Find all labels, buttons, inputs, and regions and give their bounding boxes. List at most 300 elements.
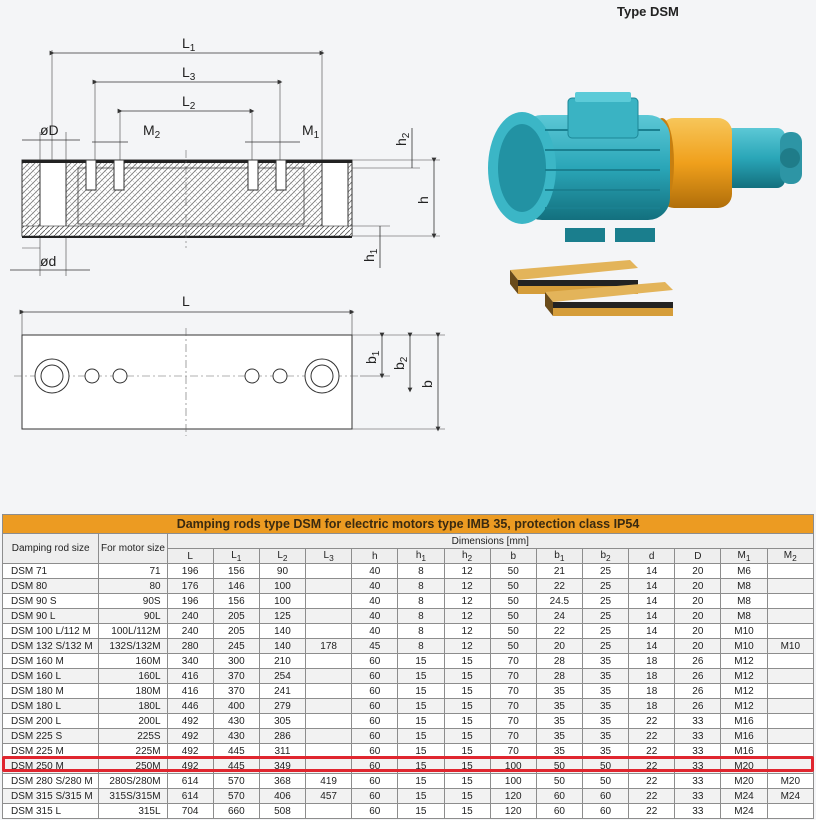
rod-size-cell: DSM 80: [3, 579, 99, 594]
header-dim: L: [167, 549, 213, 564]
dimension-cell: M12: [721, 684, 767, 699]
dimension-cell: 90: [259, 564, 305, 579]
dimension-cell: 8: [398, 639, 444, 654]
dimension-cell: 20: [675, 594, 721, 609]
dimension-cell: M16: [721, 729, 767, 744]
motor-size-cell: 90S: [99, 594, 167, 609]
dimension-cell: 492: [167, 759, 213, 774]
dimension-cell: 300: [213, 654, 259, 669]
dimension-cell: 33: [675, 729, 721, 744]
dimension-cell: 14: [629, 579, 675, 594]
dimension-cell: 15: [444, 774, 490, 789]
dimension-cell: 35: [582, 744, 628, 759]
dimension-cell: 50: [490, 639, 536, 654]
dimension-cell: 35: [536, 714, 582, 729]
dimension-cell: 33: [675, 759, 721, 774]
table-row: [3, 564, 814, 579]
dimension-cell: 14: [629, 594, 675, 609]
dimension-cell: [306, 744, 352, 759]
dimension-cell: M10: [721, 639, 767, 654]
dimension-cell: [767, 594, 813, 609]
table-row: [3, 774, 814, 789]
dimension-cell: 15: [398, 774, 444, 789]
dimension-cell: [767, 684, 813, 699]
motor-size-cell: 280S/280M: [99, 774, 167, 789]
rod-size-cell: DSM 90 S: [3, 594, 99, 609]
dimension-cell: M8: [721, 594, 767, 609]
dimension-cell: 419: [306, 774, 352, 789]
rod-size-cell: DSM 180 M: [3, 684, 99, 699]
dimension-cell: 60: [352, 714, 398, 729]
dimension-cell: 125: [259, 609, 305, 624]
dimension-cell: [306, 564, 352, 579]
dimension-cell: 311: [259, 744, 305, 759]
dimension-cell: M20: [767, 774, 813, 789]
dimension-cell: 14: [629, 609, 675, 624]
dimension-cell: 35: [536, 699, 582, 714]
dimension-cell: 368: [259, 774, 305, 789]
dimension-cell: 370: [213, 669, 259, 684]
dimension-cell: M6: [721, 564, 767, 579]
dimension-cell: [306, 609, 352, 624]
dimension-cell: 20: [675, 579, 721, 594]
dimension-cell: 26: [675, 684, 721, 699]
dimension-cell: 60: [352, 729, 398, 744]
dimension-cell: 33: [675, 744, 721, 759]
dimension-cell: [306, 579, 352, 594]
dimension-cell: 196: [167, 594, 213, 609]
rod-size-cell: DSM 225 S: [3, 729, 99, 744]
dimension-cell: [306, 759, 352, 774]
table-row: [3, 744, 814, 759]
dimension-cell: [767, 564, 813, 579]
rod-size-cell: DSM 71: [3, 564, 99, 579]
dimension-cell: 100: [490, 774, 536, 789]
header-dim: $h_2$: [444, 549, 490, 564]
dimension-cell: 8: [398, 609, 444, 624]
dimension-cell: 210: [259, 654, 305, 669]
dimension-cell: 340: [167, 654, 213, 669]
dimension-cell: M16: [721, 744, 767, 759]
dimension-cell: 205: [213, 624, 259, 639]
dimension-cell: 70: [490, 744, 536, 759]
dimension-cell: 12: [444, 609, 490, 624]
dim-h1: $h_1$: [361, 248, 380, 262]
dimension-cell: 60: [352, 684, 398, 699]
header-dimensions: Dimensions [mm]: [167, 534, 813, 549]
dimension-cell: [306, 669, 352, 684]
plan-view: [14, 310, 445, 436]
motor-size-cell: 180M: [99, 684, 167, 699]
motor-illustration: [488, 92, 802, 316]
dimension-cell: 18: [629, 654, 675, 669]
dimension-cell: 20: [536, 639, 582, 654]
dimension-cell: 156: [213, 564, 259, 579]
table-row: [3, 609, 814, 624]
dimension-cell: 15: [444, 804, 490, 819]
dim-M1: $M_1$: [302, 122, 320, 141]
dimension-cell: 15: [444, 684, 490, 699]
rod-size-cell: DSM 100 L/112 M: [3, 624, 99, 639]
dimension-cell: 12: [444, 579, 490, 594]
table-row: [3, 789, 814, 804]
dimension-cell: 12: [444, 564, 490, 579]
dimension-cell: [306, 654, 352, 669]
dimension-cell: 26: [675, 699, 721, 714]
dimension-cell: 15: [398, 744, 444, 759]
header-dim: d: [629, 549, 675, 564]
dimension-cell: 20: [675, 609, 721, 624]
dimension-cell: [767, 669, 813, 684]
dim-h2: $h_2$: [393, 132, 412, 146]
dimension-cell: 25: [582, 639, 628, 654]
rod-size-cell: DSM 200 L: [3, 714, 99, 729]
dimension-cell: 430: [213, 714, 259, 729]
motor-size-cell: 180L: [99, 699, 167, 714]
dimension-cell: 240: [167, 609, 213, 624]
dimension-cell: 8: [398, 594, 444, 609]
section-view: [10, 50, 440, 276]
dimension-cell: 70: [490, 714, 536, 729]
header-dim: $L_1$: [213, 549, 259, 564]
dimension-cell: 305: [259, 714, 305, 729]
header-dim: $M_2$: [767, 549, 813, 564]
dimension-cell: 430: [213, 729, 259, 744]
dimension-cell: 22: [536, 624, 582, 639]
dimension-cell: 15: [444, 699, 490, 714]
dimension-cell: 22: [536, 579, 582, 594]
motor-size-cell: 200L: [99, 714, 167, 729]
rod-size-cell: DSM 315 L: [3, 804, 99, 819]
dimension-cell: 100: [259, 594, 305, 609]
table-row: [3, 639, 814, 654]
dimension-cell: 178: [306, 639, 352, 654]
dimension-cell: 492: [167, 729, 213, 744]
dimension-cell: 15: [398, 804, 444, 819]
dimension-cell: 25: [582, 579, 628, 594]
dim-b: b: [419, 380, 435, 388]
dimension-cell: 26: [675, 669, 721, 684]
dimension-cell: 446: [167, 699, 213, 714]
rod-size-cell: DSM 315 S/315 M: [3, 789, 99, 804]
dimension-cell: M16: [721, 714, 767, 729]
dimension-cell: 240: [167, 624, 213, 639]
dimension-cell: 35: [536, 744, 582, 759]
dimension-cell: 704: [167, 804, 213, 819]
dimension-cell: 25: [582, 564, 628, 579]
dimension-cell: 22: [629, 729, 675, 744]
dimension-cell: 245: [213, 639, 259, 654]
dimension-cell: M12: [721, 654, 767, 669]
dimension-cell: 15: [444, 669, 490, 684]
dimension-cell: 15: [398, 684, 444, 699]
dimension-cell: 15: [398, 729, 444, 744]
spec-table-container: [0, 514, 816, 819]
dim-h: h: [415, 196, 431, 204]
rod-size-cell: DSM 180 L: [3, 699, 99, 714]
dimension-cell: 8: [398, 579, 444, 594]
dimension-cell: 254: [259, 669, 305, 684]
dim-L: L: [182, 293, 190, 309]
dimension-cell: 60: [352, 789, 398, 804]
dimension-cell: 445: [213, 759, 259, 774]
dimension-cell: 15: [398, 759, 444, 774]
dimension-cell: 140: [259, 624, 305, 639]
dimension-cell: 12: [444, 624, 490, 639]
dimension-cell: 60: [352, 774, 398, 789]
dimension-cell: 614: [167, 774, 213, 789]
rod-size-cell: DSM 160 M: [3, 654, 99, 669]
rod-size-cell: DSM 280 S/280 M: [3, 774, 99, 789]
dimension-cell: 50: [582, 774, 628, 789]
dimension-cell: 156: [213, 594, 259, 609]
header-dim: $b_1$: [536, 549, 582, 564]
dimension-cell: 15: [398, 654, 444, 669]
motor-size-cell: 315S/315M: [99, 789, 167, 804]
dimension-cell: 176: [167, 579, 213, 594]
dimension-cell: 60: [352, 669, 398, 684]
dimension-cell: M24: [721, 804, 767, 819]
dimension-cell: 146: [213, 579, 259, 594]
dimension-cell: 457: [306, 789, 352, 804]
dim-D: øD: [40, 122, 59, 138]
dimension-cell: 492: [167, 714, 213, 729]
dimension-cell: 70: [490, 699, 536, 714]
table-row: [3, 699, 814, 714]
motor-size-cell: 250M: [99, 759, 167, 774]
dimension-cell: 70: [490, 654, 536, 669]
dimension-cell: 8: [398, 624, 444, 639]
dimension-cell: 14: [629, 639, 675, 654]
dimension-cell: [767, 579, 813, 594]
motor-size-cell: 160L: [99, 669, 167, 684]
motor-size-cell: 225M: [99, 744, 167, 759]
table-row: [3, 729, 814, 744]
dimension-cell: 25: [582, 594, 628, 609]
table-row: [3, 579, 814, 594]
dimension-cell: M8: [721, 609, 767, 624]
dimension-cell: [306, 684, 352, 699]
table-row: [3, 669, 814, 684]
dimension-cell: 416: [167, 684, 213, 699]
dimension-cell: 400: [213, 699, 259, 714]
dimension-cell: 445: [213, 744, 259, 759]
dimension-cell: 35: [582, 714, 628, 729]
dimension-cell: 660: [213, 804, 259, 819]
dimension-cell: [767, 714, 813, 729]
dimension-cell: 18: [629, 699, 675, 714]
dimension-cell: [306, 624, 352, 639]
dimension-cell: 25: [582, 609, 628, 624]
table-row: [3, 804, 814, 819]
dimension-cell: [306, 729, 352, 744]
dimension-cell: M20: [721, 759, 767, 774]
dimension-cell: 35: [582, 729, 628, 744]
table-row: [3, 654, 814, 669]
dimension-cell: 60: [352, 759, 398, 774]
dimension-cell: 35: [536, 729, 582, 744]
dimension-cell: 15: [444, 789, 490, 804]
dimension-cell: 205: [213, 609, 259, 624]
rod-size-cell: DSM 132 S/132 M: [3, 639, 99, 654]
dimension-cell: [306, 714, 352, 729]
dimension-cell: 416: [167, 669, 213, 684]
dimension-cell: 22: [629, 714, 675, 729]
dimension-cell: 70: [490, 729, 536, 744]
dimension-cell: 40: [352, 594, 398, 609]
dimension-cell: 20: [675, 624, 721, 639]
dim-L1: $L_1$: [182, 35, 196, 54]
rod-size-cell: DSM 90 L: [3, 609, 99, 624]
dimension-cell: M20: [721, 774, 767, 789]
dimension-cell: [767, 699, 813, 714]
dimension-cell: 140: [259, 639, 305, 654]
dim-b2: $b_2$: [391, 356, 410, 370]
dimension-cell: 60: [536, 789, 582, 804]
dim-M2: $M_2$: [143, 122, 161, 141]
dimension-cell: [306, 699, 352, 714]
motor-size-cell: 132S/132M: [99, 639, 167, 654]
header-rod-size: Damping rod size: [3, 534, 99, 564]
dimension-cell: 279: [259, 699, 305, 714]
dimension-cell: 286: [259, 729, 305, 744]
table-title: Damping rods type DSM for electric motors type IMB 35, protection class IP54: [3, 515, 814, 534]
header-motor-size: For motor size: [99, 534, 167, 564]
dimension-cell: 15: [444, 654, 490, 669]
dimension-cell: 25: [582, 624, 628, 639]
dimension-cell: 12: [444, 639, 490, 654]
dimension-cell: 40: [352, 579, 398, 594]
dimension-cell: 508: [259, 804, 305, 819]
header-dim: h: [352, 549, 398, 564]
dimension-cell: 15: [398, 789, 444, 804]
dimension-cell: M10: [767, 639, 813, 654]
dimension-cell: [767, 729, 813, 744]
dimension-cell: 35: [582, 669, 628, 684]
dim-L2: $L_2$: [182, 93, 196, 112]
dimension-cell: 8: [398, 564, 444, 579]
dimension-cell: 18: [629, 684, 675, 699]
dimension-cell: 18: [629, 669, 675, 684]
dimension-cell: 60: [352, 699, 398, 714]
dimension-cell: 24: [536, 609, 582, 624]
dimension-cell: 570: [213, 774, 259, 789]
dimension-cell: 196: [167, 564, 213, 579]
header-dim: $M_1$: [721, 549, 767, 564]
dimension-cell: M12: [721, 699, 767, 714]
dimension-cell: 614: [167, 789, 213, 804]
dimension-cell: 22: [629, 774, 675, 789]
motor-size-cell: 225S: [99, 729, 167, 744]
motor-size-cell: 100L/112M: [99, 624, 167, 639]
dimension-cell: 33: [675, 714, 721, 729]
dimension-cell: [767, 744, 813, 759]
header-dim: $L_2$: [259, 549, 305, 564]
dimension-cell: 28: [536, 669, 582, 684]
dimension-cell: 570: [213, 789, 259, 804]
dimension-cell: [767, 624, 813, 639]
dimension-cell: 33: [675, 789, 721, 804]
dimension-cell: [767, 804, 813, 819]
dimension-cell: 35: [582, 684, 628, 699]
dimension-cell: 14: [629, 624, 675, 639]
dimension-cell: 50: [490, 624, 536, 639]
dimension-cell: M24: [721, 789, 767, 804]
dimension-cell: 349: [259, 759, 305, 774]
dimension-cell: 35: [582, 699, 628, 714]
dimension-cell: 50: [536, 759, 582, 774]
damping-rod-spec-table: [2, 514, 814, 819]
dimension-cell: 40: [352, 564, 398, 579]
dim-d: ød: [40, 253, 57, 269]
dimension-cell: 50: [490, 564, 536, 579]
dimension-cell: 21: [536, 564, 582, 579]
motor-size-cell: 90L: [99, 609, 167, 624]
motor-size-cell: 80: [99, 579, 167, 594]
dimension-cell: 120: [490, 789, 536, 804]
dimension-cell: 33: [675, 804, 721, 819]
dimension-cell: [767, 759, 813, 774]
dimension-cell: 35: [582, 654, 628, 669]
dimension-cell: 40: [352, 609, 398, 624]
table-row: [3, 594, 814, 609]
table-row: [3, 759, 814, 774]
rod-size-cell: DSM 225 M: [3, 744, 99, 759]
header-dim: $b_2$: [582, 549, 628, 564]
dimension-cell: 50: [582, 759, 628, 774]
dimension-cell: 12: [444, 594, 490, 609]
dimension-cell: 14: [629, 564, 675, 579]
dimension-cell: [306, 804, 352, 819]
header-dim: D: [675, 549, 721, 564]
dimension-cell: 20: [675, 639, 721, 654]
dimension-cell: 26: [675, 654, 721, 669]
dimension-cell: 60: [352, 654, 398, 669]
dimension-cell: 492: [167, 744, 213, 759]
dimension-cell: [767, 654, 813, 669]
dimension-cell: 22: [629, 759, 675, 774]
dimension-cell: 50: [536, 774, 582, 789]
motor-size-cell: 315L: [99, 804, 167, 819]
dimension-cell: M10: [721, 624, 767, 639]
header-dim: b: [490, 549, 536, 564]
dim-L3: $L_3$: [182, 64, 196, 83]
dimension-cell: 15: [398, 714, 444, 729]
dimension-cell: 60: [352, 804, 398, 819]
dimension-cell: 35: [536, 684, 582, 699]
dimension-cell: 15: [444, 759, 490, 774]
dimension-cell: 60: [536, 804, 582, 819]
dimension-cell: 15: [444, 744, 490, 759]
product-type-label: Type DSM: [617, 4, 679, 19]
dimension-cell: 280: [167, 639, 213, 654]
dimension-cell: 60: [582, 804, 628, 819]
dimension-cell: M24: [767, 789, 813, 804]
dimension-cell: [306, 594, 352, 609]
header-dim: $L_3$: [306, 549, 352, 564]
dimension-cell: 28: [536, 654, 582, 669]
dimension-cell: 120: [490, 804, 536, 819]
motor-size-cell: 71: [99, 564, 167, 579]
dimension-cell: 50: [490, 579, 536, 594]
dimension-cell: 50: [490, 594, 536, 609]
dim-b1: $b_1$: [363, 350, 382, 364]
dimension-cell: 15: [444, 714, 490, 729]
dimension-cell: 22: [629, 789, 675, 804]
dimension-cell: 45: [352, 639, 398, 654]
dimension-cell: 15: [444, 729, 490, 744]
dimension-cell: 20: [675, 564, 721, 579]
